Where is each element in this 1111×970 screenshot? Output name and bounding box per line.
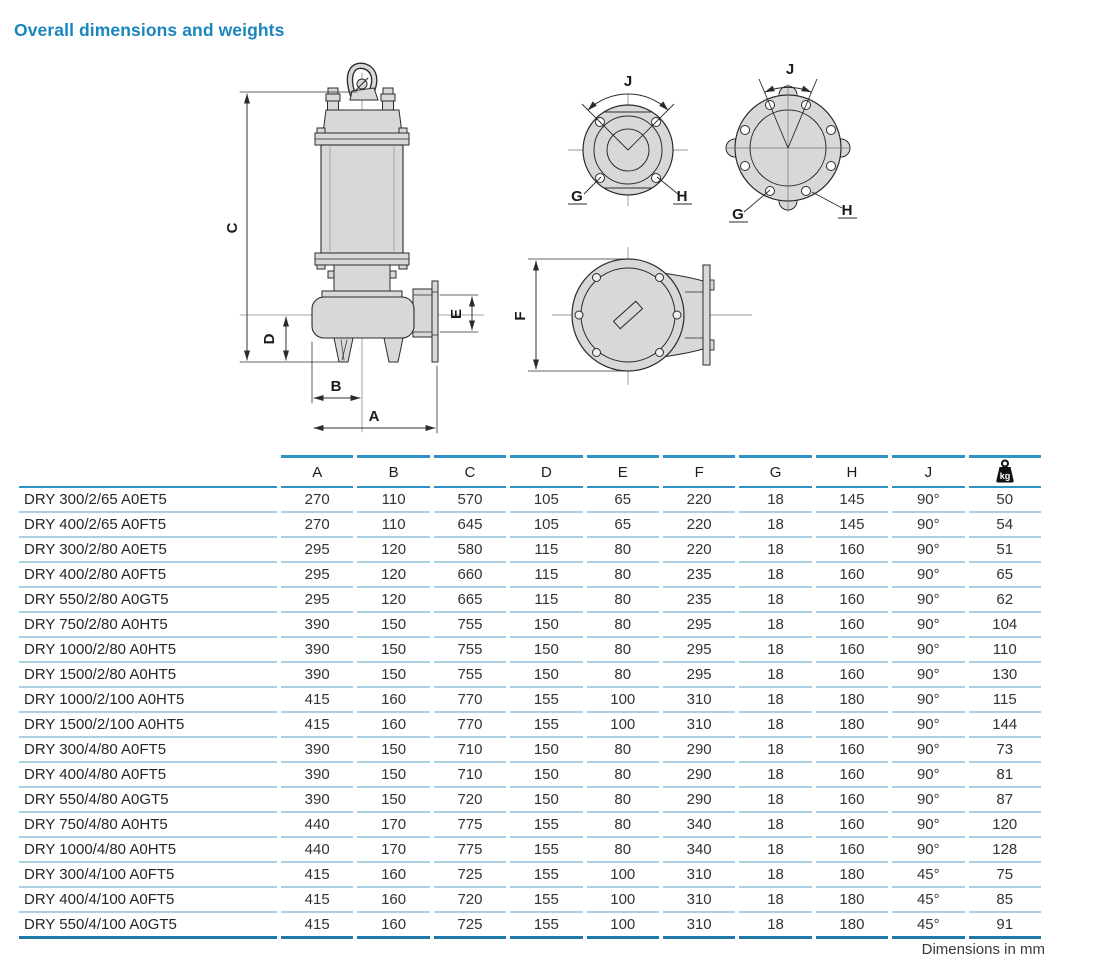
- dim-value: 415: [281, 688, 353, 713]
- dim-label-e: E: [448, 308, 465, 320]
- dim-value: 180: [816, 913, 888, 939]
- dim-value: 45°: [892, 888, 964, 913]
- dim-value: 580: [434, 538, 506, 563]
- dim-value: 120: [969, 813, 1041, 838]
- table-row: [19, 838, 1041, 863]
- model-column-spacer: [19, 455, 277, 488]
- dim-value: 62: [969, 588, 1041, 613]
- dim-value: 115: [510, 563, 582, 588]
- model-name: DRY 1000/2/100 A0HT5: [19, 688, 277, 713]
- dim-value: 415: [281, 888, 353, 913]
- dim-value: 150: [510, 738, 582, 763]
- dim-value: 220: [663, 513, 735, 538]
- dim-value: 85: [969, 888, 1041, 913]
- dim-label-b: B: [330, 378, 342, 395]
- dim-value: 73: [969, 738, 1041, 763]
- dim-value: 18: [739, 913, 811, 939]
- dim-value: 155: [510, 888, 582, 913]
- dim-value: 90°: [892, 813, 964, 838]
- dim-value: 180: [816, 863, 888, 888]
- dim-value: 295: [663, 663, 735, 688]
- dim-value: 104: [969, 613, 1041, 638]
- dim-value: 80: [587, 788, 659, 813]
- dim-value: 155: [510, 713, 582, 738]
- dim-value: 18: [739, 638, 811, 663]
- dim-value: 390: [281, 663, 353, 688]
- hole-label-h-90: H: [676, 188, 688, 205]
- dim-value: 80: [587, 838, 659, 863]
- dim-value: 18: [739, 688, 811, 713]
- dim-value: 755: [434, 613, 506, 638]
- dim-value: 390: [281, 613, 353, 638]
- dim-value: 51: [969, 538, 1041, 563]
- dim-value: 128: [969, 838, 1041, 863]
- kg-unit-label: kg: [999, 470, 1011, 481]
- dim-value: 160: [816, 763, 888, 788]
- dim-value: 310: [663, 688, 735, 713]
- dim-value: 570: [434, 488, 506, 513]
- dim-value: 415: [281, 863, 353, 888]
- dim-value: 160: [816, 563, 888, 588]
- model-name: DRY 1000/2/80 A0HT5: [19, 638, 277, 663]
- dim-value: 340: [663, 813, 735, 838]
- dim-value: 120: [357, 538, 429, 563]
- dim-value: 310: [663, 888, 735, 913]
- dim-value: 150: [357, 663, 429, 688]
- dim-value: 50: [969, 488, 1041, 513]
- units-note: Dimensions in mm: [921, 941, 1045, 958]
- dim-value: 295: [663, 613, 735, 638]
- dim-value: 100: [587, 688, 659, 713]
- table-row: [19, 888, 1041, 913]
- dim-value: 90°: [892, 513, 964, 538]
- dim-value: 90°: [892, 563, 964, 588]
- dim-value: 310: [663, 863, 735, 888]
- dim-value: 80: [587, 613, 659, 638]
- dim-value: 725: [434, 863, 506, 888]
- dim-value: 150: [510, 638, 582, 663]
- hole-label-g-90: G: [571, 188, 583, 205]
- column-header-d: D: [510, 455, 582, 488]
- table-body: [19, 488, 1041, 939]
- model-name: DRY 300/2/80 A0ET5: [19, 538, 277, 563]
- dim-value: 91: [969, 913, 1041, 939]
- dim-value: 18: [739, 513, 811, 538]
- table-row: [19, 913, 1041, 939]
- dim-value: 115: [510, 538, 582, 563]
- dim-value: 90°: [892, 538, 964, 563]
- dim-value: 144: [969, 713, 1041, 738]
- table-row: [19, 863, 1041, 888]
- kg-weight-icon: [995, 459, 1015, 484]
- dim-value: 150: [357, 638, 429, 663]
- dim-value: 18: [739, 788, 811, 813]
- column-header-e: E: [587, 455, 659, 488]
- dim-value: 390: [281, 738, 353, 763]
- discharge-flange-90-view: [568, 73, 692, 206]
- dim-value: 270: [281, 513, 353, 538]
- dim-label-f: F: [512, 311, 529, 321]
- dim-label-c: C: [224, 222, 241, 234]
- dim-value: 235: [663, 563, 735, 588]
- dim-value: 155: [510, 863, 582, 888]
- model-name: DRY 750/4/80 A0HT5: [19, 813, 277, 838]
- dim-value: 290: [663, 738, 735, 763]
- table-row: [19, 738, 1041, 763]
- dim-value: 120: [357, 588, 429, 613]
- dim-value: 160: [357, 688, 429, 713]
- dim-label-d: D: [261, 333, 278, 345]
- technical-drawing: [0, 55, 1111, 455]
- dim-value: 180: [816, 688, 888, 713]
- dim-value: 775: [434, 838, 506, 863]
- dim-value: 150: [510, 663, 582, 688]
- dim-value: 310: [663, 713, 735, 738]
- dim-value: 295: [281, 563, 353, 588]
- dim-value: 90°: [892, 613, 964, 638]
- dim-value: 170: [357, 838, 429, 863]
- hole-label-h-45: H: [841, 202, 853, 219]
- model-name: DRY 1500/2/100 A0HT5: [19, 713, 277, 738]
- table-row: [19, 813, 1041, 838]
- table-row: [19, 638, 1041, 663]
- dim-value: 155: [510, 813, 582, 838]
- dim-value: 415: [281, 913, 353, 939]
- dim-value: 18: [739, 838, 811, 863]
- table-row: [19, 788, 1041, 813]
- column-header-c: C: [434, 455, 506, 488]
- dim-value: 80: [587, 638, 659, 663]
- dim-value: 295: [663, 638, 735, 663]
- volute-bottom-view: [512, 247, 752, 385]
- column-header-f: F: [663, 455, 735, 488]
- column-header-j: J: [892, 455, 964, 488]
- table-row: [19, 538, 1041, 563]
- dim-value: 75: [969, 863, 1041, 888]
- dim-value: 160: [816, 813, 888, 838]
- dim-value: 390: [281, 763, 353, 788]
- dim-value: 440: [281, 838, 353, 863]
- dim-value: 155: [510, 688, 582, 713]
- dim-value: 18: [739, 488, 811, 513]
- dim-value: 81: [969, 763, 1041, 788]
- table-row: [19, 663, 1041, 688]
- dim-value: 710: [434, 738, 506, 763]
- dim-value: 295: [281, 538, 353, 563]
- dim-value: 115: [969, 688, 1041, 713]
- table-row: [19, 488, 1041, 513]
- dim-value: 90°: [892, 488, 964, 513]
- table-row: [19, 763, 1041, 788]
- dim-value: 90°: [892, 738, 964, 763]
- model-name: DRY 550/2/80 A0GT5: [19, 588, 277, 613]
- column-header-h: H: [816, 455, 888, 488]
- dim-value: 65: [587, 513, 659, 538]
- dim-value: 160: [816, 638, 888, 663]
- dim-value: 110: [357, 488, 429, 513]
- angle-label-j-45: J: [785, 61, 795, 78]
- dim-value: 18: [739, 538, 811, 563]
- dim-value: 90°: [892, 788, 964, 813]
- dims-table: [15, 455, 1045, 939]
- model-name: DRY 300/4/80 A0FT5: [19, 738, 277, 763]
- model-name: DRY 550/4/100 A0GT5: [19, 913, 277, 939]
- dim-value: 150: [510, 613, 582, 638]
- dim-value: 18: [739, 588, 811, 613]
- dim-value: 720: [434, 788, 506, 813]
- dim-value: 105: [510, 513, 582, 538]
- hole-label-g-45: G: [732, 206, 744, 223]
- model-name: DRY 300/4/100 A0FT5: [19, 863, 277, 888]
- dim-value: 90°: [892, 663, 964, 688]
- table-row: [19, 563, 1041, 588]
- pump-side-view: [224, 66, 484, 433]
- dim-value: 340: [663, 838, 735, 863]
- dim-value: 18: [739, 888, 811, 913]
- dim-value: 725: [434, 913, 506, 939]
- dim-value: 310: [663, 913, 735, 939]
- column-header-b: B: [357, 455, 429, 488]
- model-name: DRY 550/4/80 A0GT5: [19, 788, 277, 813]
- dim-value: 130: [969, 663, 1041, 688]
- dim-label-a: A: [368, 408, 380, 425]
- dim-value: 160: [816, 838, 888, 863]
- model-name: DRY 750/2/80 A0HT5: [19, 613, 277, 638]
- dim-value: 90°: [892, 688, 964, 713]
- dim-value: 105: [510, 488, 582, 513]
- dim-value: 180: [816, 888, 888, 913]
- discharge-flange-45-view: [726, 61, 857, 223]
- dim-value: 80: [587, 763, 659, 788]
- kg-header-cell: [969, 455, 1041, 488]
- dim-value: 80: [587, 663, 659, 688]
- model-name: DRY 300/2/65 A0ET5: [19, 488, 277, 513]
- dim-value: 90°: [892, 588, 964, 613]
- dim-value: 160: [357, 913, 429, 939]
- model-name: DRY 400/2/65 A0FT5: [19, 513, 277, 538]
- dim-value: 270: [281, 488, 353, 513]
- dim-value: 110: [357, 513, 429, 538]
- dim-value: 160: [357, 713, 429, 738]
- dim-value: 100: [587, 713, 659, 738]
- dim-value: 160: [816, 613, 888, 638]
- dim-value: 720: [434, 888, 506, 913]
- dim-value: 150: [357, 738, 429, 763]
- page-title: Overall dimensions and weights: [14, 20, 285, 40]
- angle-label-j-90: J: [623, 73, 633, 90]
- dim-value: 770: [434, 713, 506, 738]
- dim-value: 160: [816, 738, 888, 763]
- dim-value: 235: [663, 588, 735, 613]
- dim-value: 45°: [892, 913, 964, 939]
- dim-value: 665: [434, 588, 506, 613]
- dim-value: 65: [587, 488, 659, 513]
- dim-value: 150: [357, 788, 429, 813]
- dim-value: 755: [434, 638, 506, 663]
- model-name: DRY 1000/4/80 A0HT5: [19, 838, 277, 863]
- dim-value: 54: [969, 513, 1041, 538]
- dim-value: 160: [816, 538, 888, 563]
- table-row: [19, 588, 1041, 613]
- dim-value: 150: [510, 763, 582, 788]
- dim-value: 660: [434, 563, 506, 588]
- dim-value: 150: [357, 763, 429, 788]
- dim-value: 775: [434, 813, 506, 838]
- cable-gland-right: [381, 88, 395, 110]
- dim-value: 100: [587, 863, 659, 888]
- dim-value: 110: [969, 638, 1041, 663]
- dim-value: 87: [969, 788, 1041, 813]
- dim-value: 80: [587, 563, 659, 588]
- table-row: [19, 513, 1041, 538]
- dim-value: 160: [357, 863, 429, 888]
- dim-value: 390: [281, 788, 353, 813]
- model-name: DRY 400/4/100 A0FT5: [19, 888, 277, 913]
- table-row: [19, 613, 1041, 638]
- table-row: [19, 713, 1041, 738]
- dim-value: 145: [816, 488, 888, 513]
- column-header-g: G: [739, 455, 811, 488]
- dim-value: 45°: [892, 863, 964, 888]
- dim-value: 100: [587, 888, 659, 913]
- dim-value: 150: [510, 788, 582, 813]
- dim-value: 100: [587, 913, 659, 939]
- dim-value: 390: [281, 638, 353, 663]
- dim-value: 160: [816, 788, 888, 813]
- dim-value: 415: [281, 713, 353, 738]
- dim-value: 145: [816, 513, 888, 538]
- dim-value: 160: [816, 663, 888, 688]
- dim-value: 180: [816, 713, 888, 738]
- dim-value: 18: [739, 813, 811, 838]
- dim-value: 645: [434, 513, 506, 538]
- dim-value: 440: [281, 813, 353, 838]
- table-header-row: [19, 455, 1041, 488]
- dim-value: 710: [434, 763, 506, 788]
- model-name: DRY 1500/2/80 A0HT5: [19, 663, 277, 688]
- dim-value: 155: [510, 913, 582, 939]
- dim-value: 18: [739, 863, 811, 888]
- model-name: DRY 400/4/80 A0FT5: [19, 763, 277, 788]
- dim-value: 155: [510, 838, 582, 863]
- dim-value: 220: [663, 488, 735, 513]
- dim-value: 90°: [892, 763, 964, 788]
- dim-value: 115: [510, 588, 582, 613]
- dim-value: 755: [434, 663, 506, 688]
- dim-value: 80: [587, 738, 659, 763]
- dim-value: 80: [587, 588, 659, 613]
- dim-value: 295: [281, 588, 353, 613]
- dim-value: 290: [663, 763, 735, 788]
- dim-value: 90°: [892, 838, 964, 863]
- table-row: [19, 688, 1041, 713]
- dim-value: 80: [587, 538, 659, 563]
- dim-value: 160: [357, 888, 429, 913]
- column-header-a: A: [281, 455, 353, 488]
- dim-value: 65: [969, 563, 1041, 588]
- cable-gland-left: [326, 88, 340, 110]
- dim-value: 150: [357, 613, 429, 638]
- dimensions-table-section: [15, 455, 1045, 939]
- dim-value: 170: [357, 813, 429, 838]
- dim-value: 90°: [892, 713, 964, 738]
- model-name: DRY 400/2/80 A0FT5: [19, 563, 277, 588]
- dim-value: 90°: [892, 638, 964, 663]
- dim-value: 18: [739, 563, 811, 588]
- dim-value: 120: [357, 563, 429, 588]
- dim-value: 18: [739, 663, 811, 688]
- dim-value: 160: [816, 588, 888, 613]
- dim-value: 770: [434, 688, 506, 713]
- dim-value: 80: [587, 813, 659, 838]
- dim-value: 18: [739, 738, 811, 763]
- dim-value: 18: [739, 763, 811, 788]
- dim-value: 18: [739, 613, 811, 638]
- dim-value: 220: [663, 538, 735, 563]
- dim-value: 290: [663, 788, 735, 813]
- dim-value: 18: [739, 713, 811, 738]
